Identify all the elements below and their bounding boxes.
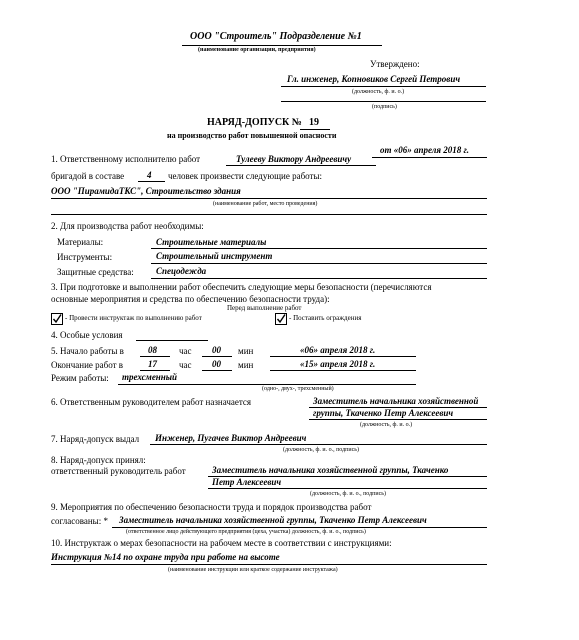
- start-hour-underline: [140, 356, 170, 357]
- end-hour: 17: [148, 359, 157, 369]
- start-min-label: мин: [238, 346, 254, 356]
- before-work-label: Перед выполнение работ: [227, 304, 302, 312]
- agreement-value: Заместитель начальника хозяйственной группы, Ткаченко Петр Алексеевич: [119, 515, 427, 525]
- protection-value: Спецодежда: [156, 266, 207, 276]
- protection-label: Защитные средства:: [57, 267, 134, 277]
- section8-label: 8. Наряд-допуск принял:: [51, 455, 146, 465]
- materials-label: Материалы:: [57, 237, 104, 247]
- issuer-name: Инженер, Пугачев Виктор Андреевич: [155, 433, 307, 443]
- signature-caption: (подпись): [372, 104, 397, 110]
- section9-label2: согласованы: *: [51, 516, 108, 526]
- work-description: ООО "ПирамидаТКС", Строительство здания: [51, 186, 241, 196]
- executor-underline: [226, 165, 376, 166]
- signature-underline: [281, 101, 486, 102]
- acceptor-line1: Заместитель начальника хозяйственной группы, Ткаченко: [212, 465, 449, 475]
- work-mode-underline: [118, 384, 416, 385]
- start-min-underline: [202, 356, 232, 357]
- acceptor-line2: Петр Алексеевич: [212, 477, 282, 487]
- instruction-checkbox[interactable]: [51, 313, 63, 325]
- work-mode-value: трехсменный: [122, 372, 178, 382]
- section10-label: 10. Инструктаж о мерах безопасности на рабочем месте в соответствии с инструкциями:: [51, 538, 392, 548]
- fencing-checkbox[interactable]: [275, 313, 287, 325]
- start-date: «06» апреля 2018 г.: [300, 345, 376, 355]
- end-hour-label: час: [179, 360, 192, 370]
- protection-underline: [151, 278, 487, 279]
- brigade-suffix: человек произвести следующие работы:: [168, 171, 323, 181]
- end-hour-underline: [140, 370, 170, 371]
- start-hour-label: час: [179, 346, 192, 356]
- number-underline: [300, 129, 330, 130]
- brigade-underline: [138, 181, 165, 182]
- work-extra-line: [51, 214, 487, 215]
- document-number: 19: [309, 117, 319, 128]
- special-conditions-underline: [136, 340, 208, 341]
- work-caption: (наименование работ, место проведения): [213, 201, 318, 207]
- instruction-value: Инструкция №14 по охране труда при работе на высоте: [51, 552, 280, 562]
- approver-caption: (должность, ф. и. о.): [352, 89, 405, 95]
- section8-label2: ответственный руководитель работ: [51, 466, 186, 476]
- org-caption: (наименование организации, предприятия): [198, 47, 316, 53]
- instruction-item: - Провести инструктаж по выполнению работ: [65, 314, 202, 322]
- tools-underline: [151, 263, 487, 264]
- section2-label: 2. Для производства работ необходимы:: [51, 221, 204, 231]
- document-date: от «06» апреля 2018 г.: [380, 145, 469, 155]
- section3-text1: 3. При подготовке и выполнении работ обеспечить следующие меры безопасности (перечисляются: [51, 282, 432, 292]
- organization-name: ООО "Строитель" Подразделение №1: [190, 31, 362, 42]
- end-min: 00: [212, 359, 221, 369]
- materials-underline: [151, 248, 487, 249]
- section7-label: 7. Наряд-допуск выдал: [51, 434, 140, 444]
- fencing-item: - Поставить ограждения: [289, 314, 362, 322]
- issuer-underline: [150, 444, 487, 445]
- end-min-underline: [202, 370, 232, 371]
- approver-underline: [281, 86, 486, 87]
- section3-text2: основные мероприятия и средства по обеспечению безопасности труда):: [51, 294, 330, 304]
- agreement-underline: [112, 527, 487, 528]
- materials-value: Строительные материалы: [156, 237, 267, 247]
- start-date-underline: [270, 356, 416, 357]
- document-title: НАРЯД-ДОПУСК №: [207, 117, 302, 128]
- start-label: 5. Начало работы в: [51, 346, 124, 356]
- manager-line1: Заместитель начальника хозяйственной: [313, 396, 479, 406]
- tools-value: Строительный инструмент: [156, 251, 273, 261]
- section4-label: 4. Особые условия: [51, 330, 123, 340]
- manager-line2: группы, Ткаченко Петр Алексеевич: [313, 408, 454, 418]
- acceptor-underline2: [208, 488, 487, 489]
- instruction-underline: [51, 564, 487, 565]
- brigade-label: бригадой в составе: [51, 171, 125, 181]
- section9-text1: 9. Мероприятия по обеспечению безопасности труда и порядок производства работ: [51, 502, 372, 512]
- checkmark-icon: [276, 314, 286, 324]
- instruction-caption: (наименование инструкции или краткое содержание инструктажа): [168, 567, 338, 573]
- end-date: «15» апреля 2018 г.: [300, 359, 376, 369]
- work-underline: [51, 198, 487, 199]
- brigade-count: 4: [147, 170, 152, 180]
- end-date-underline: [270, 370, 416, 371]
- approved-title: Утверждено:: [370, 59, 420, 69]
- work-mode-label: Режим работы:: [51, 373, 109, 383]
- tools-label: Инструменты:: [57, 252, 113, 262]
- acceptor-caption: (должность, ф. и. о., подпись): [310, 491, 387, 497]
- org-underline: [182, 45, 382, 46]
- document-subtitle: на производство работ повышенной опасности: [167, 131, 337, 140]
- date-underline: [372, 157, 487, 158]
- end-label: Окончание работ в: [51, 360, 124, 370]
- approver-name: Гл. инженер, Копновиков Сергей Петрович: [287, 74, 461, 84]
- section1-label: 1. Ответственному исполнителю работ: [51, 154, 201, 164]
- issuer-caption: (должность, ф. и. о., подпись): [283, 447, 360, 453]
- section6-label: 6. Ответственным руководителем работ назначается: [51, 397, 252, 407]
- start-hour: 08: [148, 345, 157, 355]
- start-min: 00: [212, 345, 221, 355]
- executor-name: Тулееву Виктору Андреевичу: [236, 154, 352, 164]
- work-mode-caption: (одно-, двух-, трехсменный): [262, 386, 334, 392]
- end-min-label: мин: [238, 360, 254, 370]
- checkmark-icon: [52, 314, 62, 324]
- manager-caption: (должность, ф. и. о.): [360, 422, 413, 428]
- manager-underline2: [309, 419, 487, 420]
- agreement-caption: (ответственное лицо действующего предприятия (цеха, участка) должность, ф. и. о., подпись): [126, 529, 366, 535]
